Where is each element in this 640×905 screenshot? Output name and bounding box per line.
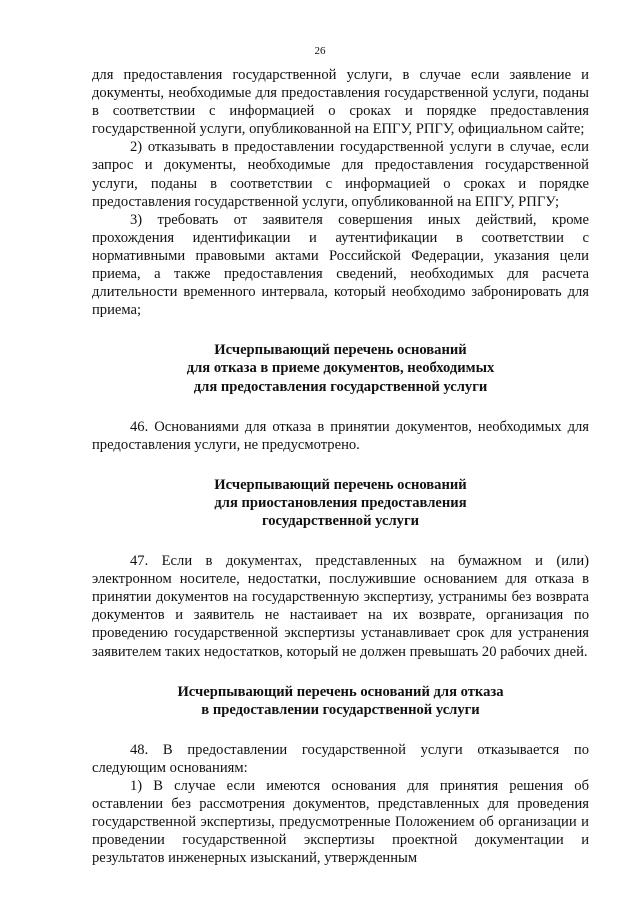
paragraph-48-item-1: 1) В случае если имеются основания для принятия решения об оставлении без рассмотрения документов, представленных для проведения государственной экспертизы, предусмотренные Положением об организации и проведении государственной экспертизы проектной документации и результатов инженерных изысканий, утвержденным: [92, 778, 589, 867]
paragraph-item-2: 2) отказывать в предоставлении государственной услуги в случае, если запрос и документы, необходимые для предоставления государственной услуги, поданы в соответствии с информацией о сроках и порядке предоставления государственной услуги, опубликованной на ЕПГУ, РПГУ;: [92, 139, 589, 210]
heading-line: для отказа в приеме документов, необходимых: [186, 360, 495, 377]
section-heading-47: [92, 476, 589, 530]
paragraph-47: 47. Если в документах, представленных на бумажном и (или) электронном носителе, недостатки, послужившие основанием для отказа в принятии документов на государственную экспертизу, устранимы без возврата документов и заявитель не настаивает на их возврате, организация по проведению государственной экспертизы устанавливает срок для устранения заявителем таких недостатков, который не должен превышать 20 рабочих дней.: [92, 553, 589, 660]
document-body: [92, 66, 589, 867]
heading-line: для приостановления предоставления: [214, 494, 467, 511]
paragraph-continuation: для предоставления государственной услуги, в случае если заявление и документы, необходимые для предоставления государственной услуги, поданы в соответствии с информацией о сроках и порядке предоставления государственной услуги, опубликованной на ЕПГУ, РПГУ, официальном сайте;: [92, 67, 589, 138]
section-heading-48: [92, 683, 589, 719]
section-heading-46: [92, 341, 589, 395]
paragraph-48: 48. В предоставлении государственной услуги отказывается по следующим основаниям:: [92, 741, 589, 776]
heading-line: для предоставления государственной услуги: [193, 378, 488, 395]
paragraph-item-3: 3) требовать от заявителя совершения иных действий, кроме прохождения идентификации и аутентификации в соответствии с нормативными правовыми актами Российской Федерации, указания цели приема, а также предоставления сведений, необходимых для расчета длительности временного интервала, который необходимо забронировать для приема;: [92, 211, 589, 319]
heading-line: Исчерпывающий перечень оснований: [214, 342, 467, 359]
page-number: 26: [314, 45, 326, 57]
heading-line: государственной услуги: [261, 512, 420, 529]
heading-line: Исчерпывающий перечень оснований: [214, 476, 467, 493]
heading-line: в предоставлении государственной услуги: [201, 701, 480, 718]
paragraph-46: 46. Основаниями для отказа в принятии документов, необходимых для предоставления услуги, не предусмотрено.: [92, 418, 589, 453]
heading-line: Исчерпывающий перечень оснований для отказа: [177, 683, 504, 700]
